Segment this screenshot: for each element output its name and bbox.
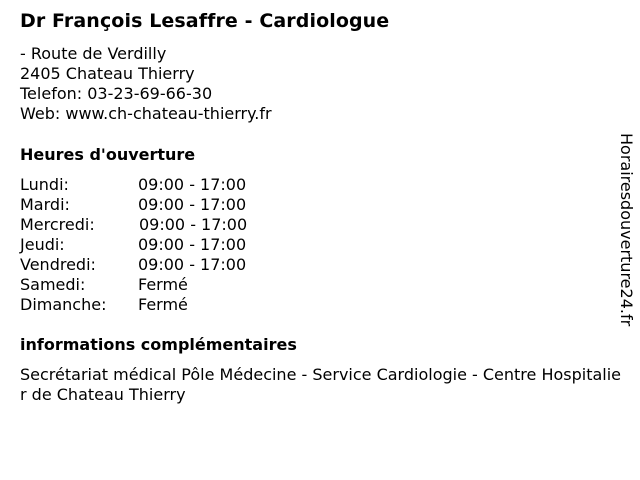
day-label: Vendredi: [20,255,96,274]
site-watermark: Horairesdouverture24.fr [617,133,636,327]
additional-info-heading: informations complémentaires [20,335,297,354]
contact-block [20,44,272,124]
day-label: Mardi: [20,195,70,214]
additional-info-text: Secrétariat médical Pôle Médecine - Service Cardiologie - Centre Hospitalier de Chateau Thierry [20,365,622,404]
website-link: Web: www.ch-chateau-thierry.fr [20,104,272,123]
day-hours: 09:00 - 17:00 [138,175,247,194]
city-address: 2405 Chateau Thierry [20,64,195,83]
page-title: Dr François Lesaffre - Cardiologue [20,10,390,32]
day-label: Lundi: [20,175,69,194]
day-label: Mercredi: [20,215,95,234]
day-label: Dimanche: [20,295,107,314]
day-hours: 09:00 - 17:00 [138,195,247,214]
day-hours: Fermé [138,275,188,294]
day-label: Samedi: [20,275,86,294]
day-hours: 09:00 - 17:00 [139,215,248,234]
street-address: - Route de Verdilly [20,44,167,63]
day-hours: 09:00 - 17:00 [138,255,247,274]
day-label: Jeudi: [20,235,65,254]
phone-number: Telefon: 03-23-69-66-30 [20,84,213,103]
opening-hours-heading: Heures d'ouverture [20,145,196,164]
day-hours: 09:00 - 17:00 [138,235,247,254]
day-hours: Fermé [138,295,188,314]
